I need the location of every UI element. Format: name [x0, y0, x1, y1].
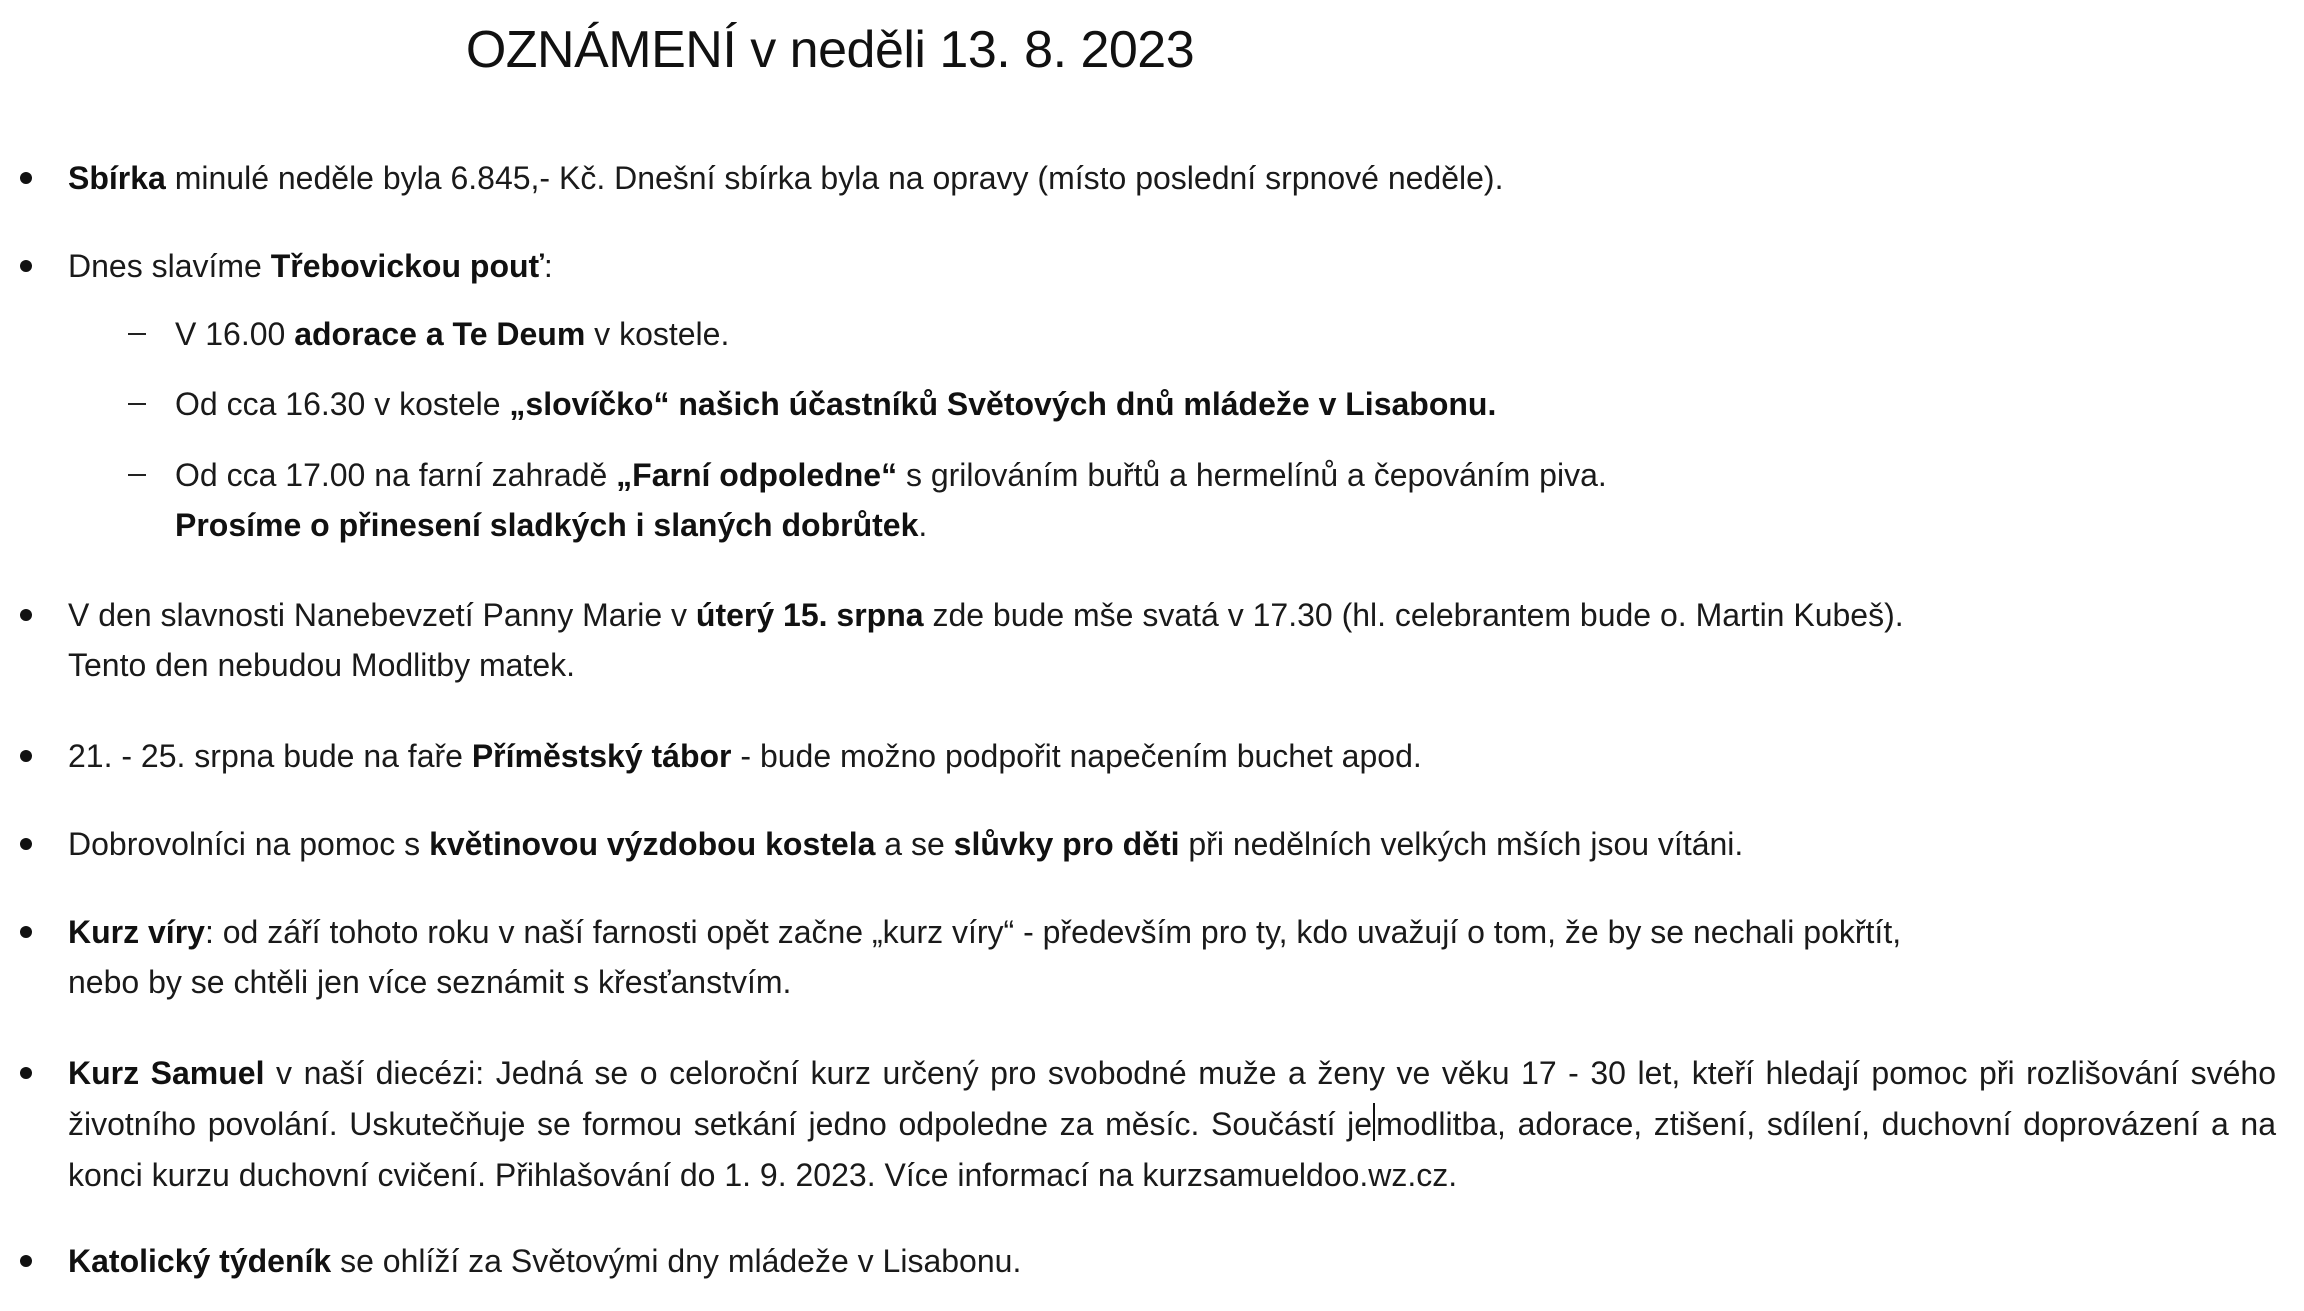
item-text: V 16.00	[175, 316, 295, 352]
dash-icon	[128, 333, 146, 335]
bold-text: Příměstský tábor	[471, 738, 732, 774]
bullet-icon	[20, 609, 32, 621]
bullet-icon	[20, 838, 32, 850]
bullet-icon	[20, 172, 32, 184]
item-text: V den slavnosti Nanebevzetí Panny Marie v	[68, 597, 696, 633]
list-item-kurz-viry	[68, 907, 2288, 1007]
item-text: v kostele.	[585, 316, 730, 352]
bold-text: úterý 15. srpna	[695, 597, 924, 633]
bullet-icon	[20, 1067, 32, 1079]
bold-text: Sbírka	[68, 160, 166, 196]
bullet-icon	[20, 1255, 32, 1267]
item-text: 21. - 25. srpna bude na faře	[68, 738, 472, 774]
list-item-sbirka	[68, 153, 2288, 203]
bullet-icon	[20, 926, 32, 938]
list-item-tabor	[68, 731, 2288, 781]
sub-item-farni-odpoledne	[175, 450, 2275, 550]
dash-icon	[128, 403, 146, 405]
item-text: minulé neděle byla 6.845,- Kč. Dnešní sbírka byla na opravy (místo poslední srpnové neděle).	[165, 160, 1504, 196]
item-text: modlitba, adorace, ztišení, sdílení, duchovní doprovázení a na konci kurzu duchovní cvičení. Přihlašování do 1. 9. 2023. Více informací na kurzsamueldoo.wz.cz.	[68, 1106, 2277, 1193]
list-item-kurz-samuel	[68, 1048, 2276, 1201]
item-text: s grilováním buřtů a hermelínů a čepováním piva.	[897, 457, 1607, 493]
bold-text: Kurz víry	[68, 914, 205, 950]
item-text: zde bude mše svatá v 17.30 (hl. celebrantem bude o. Martin Kubeš).	[923, 597, 1904, 633]
sub-item-slovicko	[175, 379, 2275, 429]
item-text: Dnes slavíme	[68, 248, 271, 284]
list-item-dobrovolnici	[68, 819, 2288, 869]
item-text: se ohlíží za Světovými dny mládeže v Lisabonu.	[331, 1243, 1022, 1279]
bold-text: Katolický týdeník	[68, 1243, 332, 1279]
page-title: OZNÁMENÍ v neděli 13. 8. 2023	[465, 21, 1195, 79]
item-text: Dobrovolníci na pomoc s	[68, 826, 430, 862]
dash-icon	[128, 474, 146, 476]
item-text: nebo by se chtěli jen více seznámit s křesťanstvím.	[68, 964, 792, 1000]
item-text: při nedělních velkých mších jsou vítáni.	[1179, 826, 1744, 862]
list-item-katolicky-tydenik	[68, 1236, 2288, 1286]
bold-text: květinovou výzdobou kostela	[429, 826, 876, 862]
list-item-nanebevzeti	[68, 590, 2288, 690]
text-cursor	[1373, 1103, 1375, 1141]
item-text: Od cca 16.30 v kostele	[175, 386, 510, 422]
bullet-icon	[20, 260, 32, 272]
bold-text: Třebovickou pouť	[270, 248, 544, 284]
item-text: Tento den nebudou Modlitby matek.	[68, 647, 575, 683]
item-text: :	[543, 248, 553, 284]
item-text: a se	[875, 826, 954, 862]
bold-text: „slovíčko“ našich účastníků Světových dnů mládeže v Lisabonu.	[509, 386, 1497, 422]
list-item-pout	[68, 241, 2288, 291]
bold-text: Prosíme o přinesení sladkých i slaných dobrůtek	[175, 507, 919, 543]
item-text: - bude možno podpořit napečením buchet apod.	[731, 738, 1422, 774]
item-text: v naší diecézi: Jedná se o celoroční kurz určený pro svobodné muže a ženy ve věku 17 - 30 let, kteří hledají pomoc při rozlišování svého životního povolání. Uskutečňuje se formou setkání jedno odpoledne za měsíc. Součástí je	[68, 1055, 2277, 1142]
item-text: .	[918, 507, 928, 543]
bullet-icon	[20, 750, 32, 762]
bold-text: Kurz Samuel	[68, 1055, 265, 1091]
bold-text: slůvky pro děti	[953, 826, 1180, 862]
bold-text: „Farní odpoledne“	[616, 457, 898, 493]
item-text: : od září tohoto roku v naší farnosti opět začne „kurz víry“ - především pro ty, kdo uvažují o tom, že by se nechali pokřtít,	[204, 914, 1902, 950]
item-text: Od cca 17.00 na farní zahradě	[175, 457, 617, 493]
bold-text: adorace a Te Deum	[294, 316, 586, 352]
sub-item-adorace	[175, 309, 2275, 359]
